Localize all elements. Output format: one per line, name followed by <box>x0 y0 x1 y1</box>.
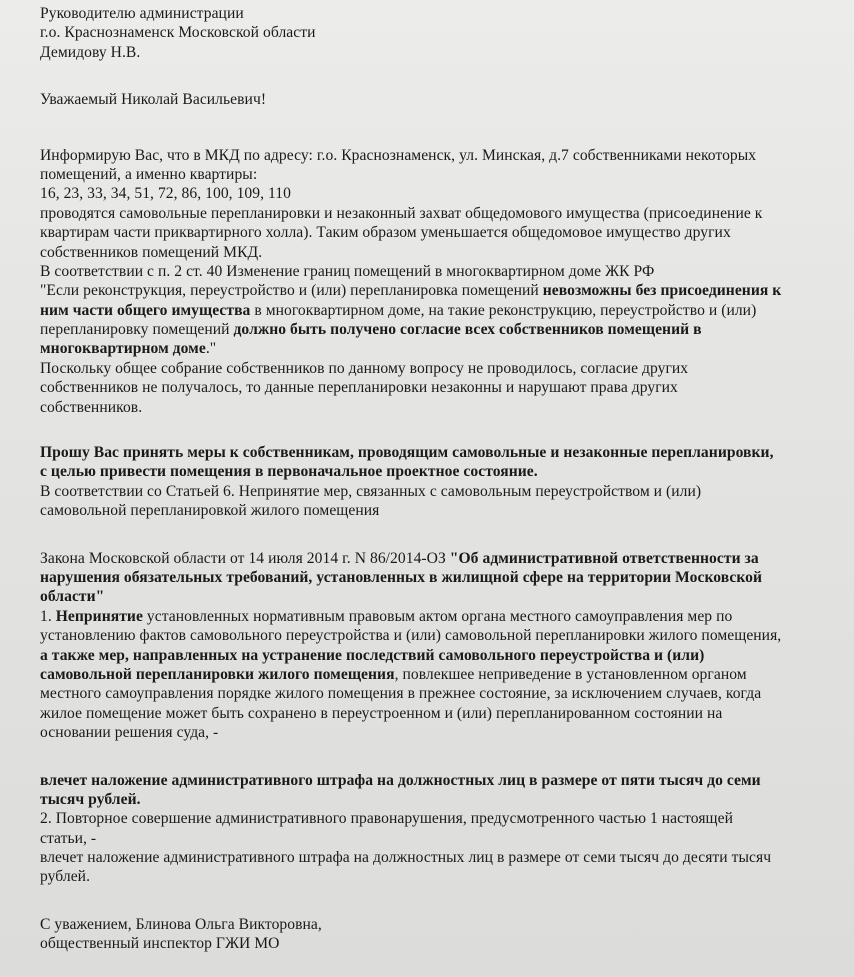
point-1-line: местного самоуправления порядке жилого помещения в прежнее состояние, за исключением случаев, когда <box>40 685 762 703</box>
greeting: Уважаемый Николай Васильевич! <box>40 91 267 109</box>
point-1-line: а также мер, направленных на устранение последствий самовольного переустройства и (или) <box>40 646 705 664</box>
request-line: В соответствии со Статьей 6. Непринятие мер, связанных с самовольным переустройством и (или) <box>40 482 702 500</box>
conclusion-line: собственников не получалось, то данные перепланировки незаконны и нарушают права других <box>40 379 678 397</box>
signature-line: С уважением, Блинова Ольга Викторовна, <box>40 915 322 933</box>
request-line: Прошу Вас принять меры к собственникам, проводящим самовольные и незаконные перепланировки, <box>40 444 774 462</box>
addressee-line: Руководителю администрации <box>40 5 244 22</box>
point-1-line: установлению фактов самовольного переустройства и (или) самовольной перепланировки жилого помещения, <box>40 627 782 645</box>
point-1-emphasis: Непринятие <box>55 607 143 625</box>
law-quote-text: ." <box>205 340 217 358</box>
conclusion-paragraph <box>40 359 854 417</box>
signature-line: общественный инспектор ГЖИ МО <box>40 935 280 953</box>
law-quote-text: "Если реконструкция, переустройство и (или) перепланировка помещений <box>40 282 543 300</box>
conclusion-line: Поскольку общее собрание собственников по данному вопросу не проводилось, согласие других <box>40 359 689 377</box>
request-line: самовольной перепланировкой жилого помещения <box>40 502 380 520</box>
point-number: 1. <box>40 607 56 625</box>
law-quote-line <box>40 339 854 358</box>
regional-law-line <box>40 549 854 568</box>
point-1-paragraph <box>40 607 854 743</box>
law-quote-emphasis: невозможны без присоединения к <box>542 282 782 300</box>
law-reference-paragraph <box>40 262 854 359</box>
signature-block <box>40 915 854 954</box>
regional-law-title: "Об административной ответственности за <box>449 549 759 567</box>
law-quote-line <box>40 281 854 300</box>
penalty-1-paragraph <box>40 771 854 810</box>
addressee-line: г.о. Краснознаменск Московской области <box>40 24 316 42</box>
law-quote-text: перепланировку помещений <box>40 321 234 339</box>
point-2-line: влечет наложение административного штрафа на должностных лиц в размере от семи тысяч до десяти тысяч <box>40 849 772 867</box>
point-2-paragraph <box>40 809 854 887</box>
addressee-block <box>40 4 854 62</box>
intro-paragraph <box>40 146 854 262</box>
regional-law-paragraph <box>40 549 854 607</box>
conclusion-line: собственников. <box>40 398 143 416</box>
law-quote-line <box>40 320 854 339</box>
penalty-line: влечет наложение административного штрафа на должностных лиц в размере от пяти тысяч до семи <box>40 771 761 789</box>
apartment-list: 16, 23, 33, 34, 51, 72, 86, 100, 109, 110 <box>40 185 291 203</box>
intro-line: собственников помещений МКД. <box>40 243 263 261</box>
point-2-line: рублей. <box>40 868 91 886</box>
request-line: с целью привести помещения в первоначальное проектное состояние. <box>40 463 538 481</box>
point-1-line: основании решения суда, - <box>40 724 219 742</box>
law-ref-line: В соответствии с п. 2 ст. 40 Изменение границ помещений в многоквартирном доме ЖК РФ <box>40 262 655 280</box>
request-paragraph <box>40 443 854 521</box>
point-1-line <box>40 665 854 684</box>
penalty-line: тысяч рублей. <box>40 790 141 808</box>
law-quote-line <box>40 301 854 320</box>
regional-law-text: Закона Московской области от 14 июля 2014 г. N 86/2014-ОЗ <box>40 549 450 567</box>
addressee-line: Демидову Н.В. <box>40 43 141 61</box>
point-1-emphasis: самовольной перепланировки жилого помещения <box>40 665 395 683</box>
regional-law-title: области" <box>40 588 105 606</box>
point-2-line: статьи, - <box>40 829 97 847</box>
regional-law-title: нарушения обязательных требований, установленных в жилищной сфере на территории Московской <box>40 568 763 586</box>
law-quote-emphasis: многоквартирном доме <box>40 340 206 358</box>
point-1-line <box>40 607 854 626</box>
intro-line: проводятся самовольные перепланировки и незаконный захват общедомового имущества (присоединение к <box>40 204 763 222</box>
point-1-text: установленных нормативным правовым актом органа местного самоуправления мер по <box>142 607 733 625</box>
point-2-line: 2. Повторное совершение административного правонарушения, предусмотренного частью 1 настоящей <box>40 810 733 828</box>
intro-line: помещений, а именно квартиры: <box>40 165 258 183</box>
law-quote-text: в многоквартирном доме, на такие реконструкцию, переустройство и (или) <box>250 301 757 319</box>
point-1-text: , повлекшее неприведение в установленном органом <box>394 665 747 683</box>
point-1-line: жилое помещение может быть сохранено в переустроенном и (или) перепланированном состоянии на <box>40 704 723 722</box>
intro-line: квартирам части приквартирного холла). Таким образом уменьшается общедомовое имущество других <box>40 224 731 242</box>
intro-line: Информирую Вас, что в МКД по адресу: г.о. Краснознаменск, ул. Минская, д.7 собственниками некоторых <box>40 146 757 164</box>
law-quote-emphasis: должно быть получено согласие всех собственников помещений в <box>233 321 702 339</box>
law-quote-emphasis: ним части общего имущества <box>40 301 251 319</box>
